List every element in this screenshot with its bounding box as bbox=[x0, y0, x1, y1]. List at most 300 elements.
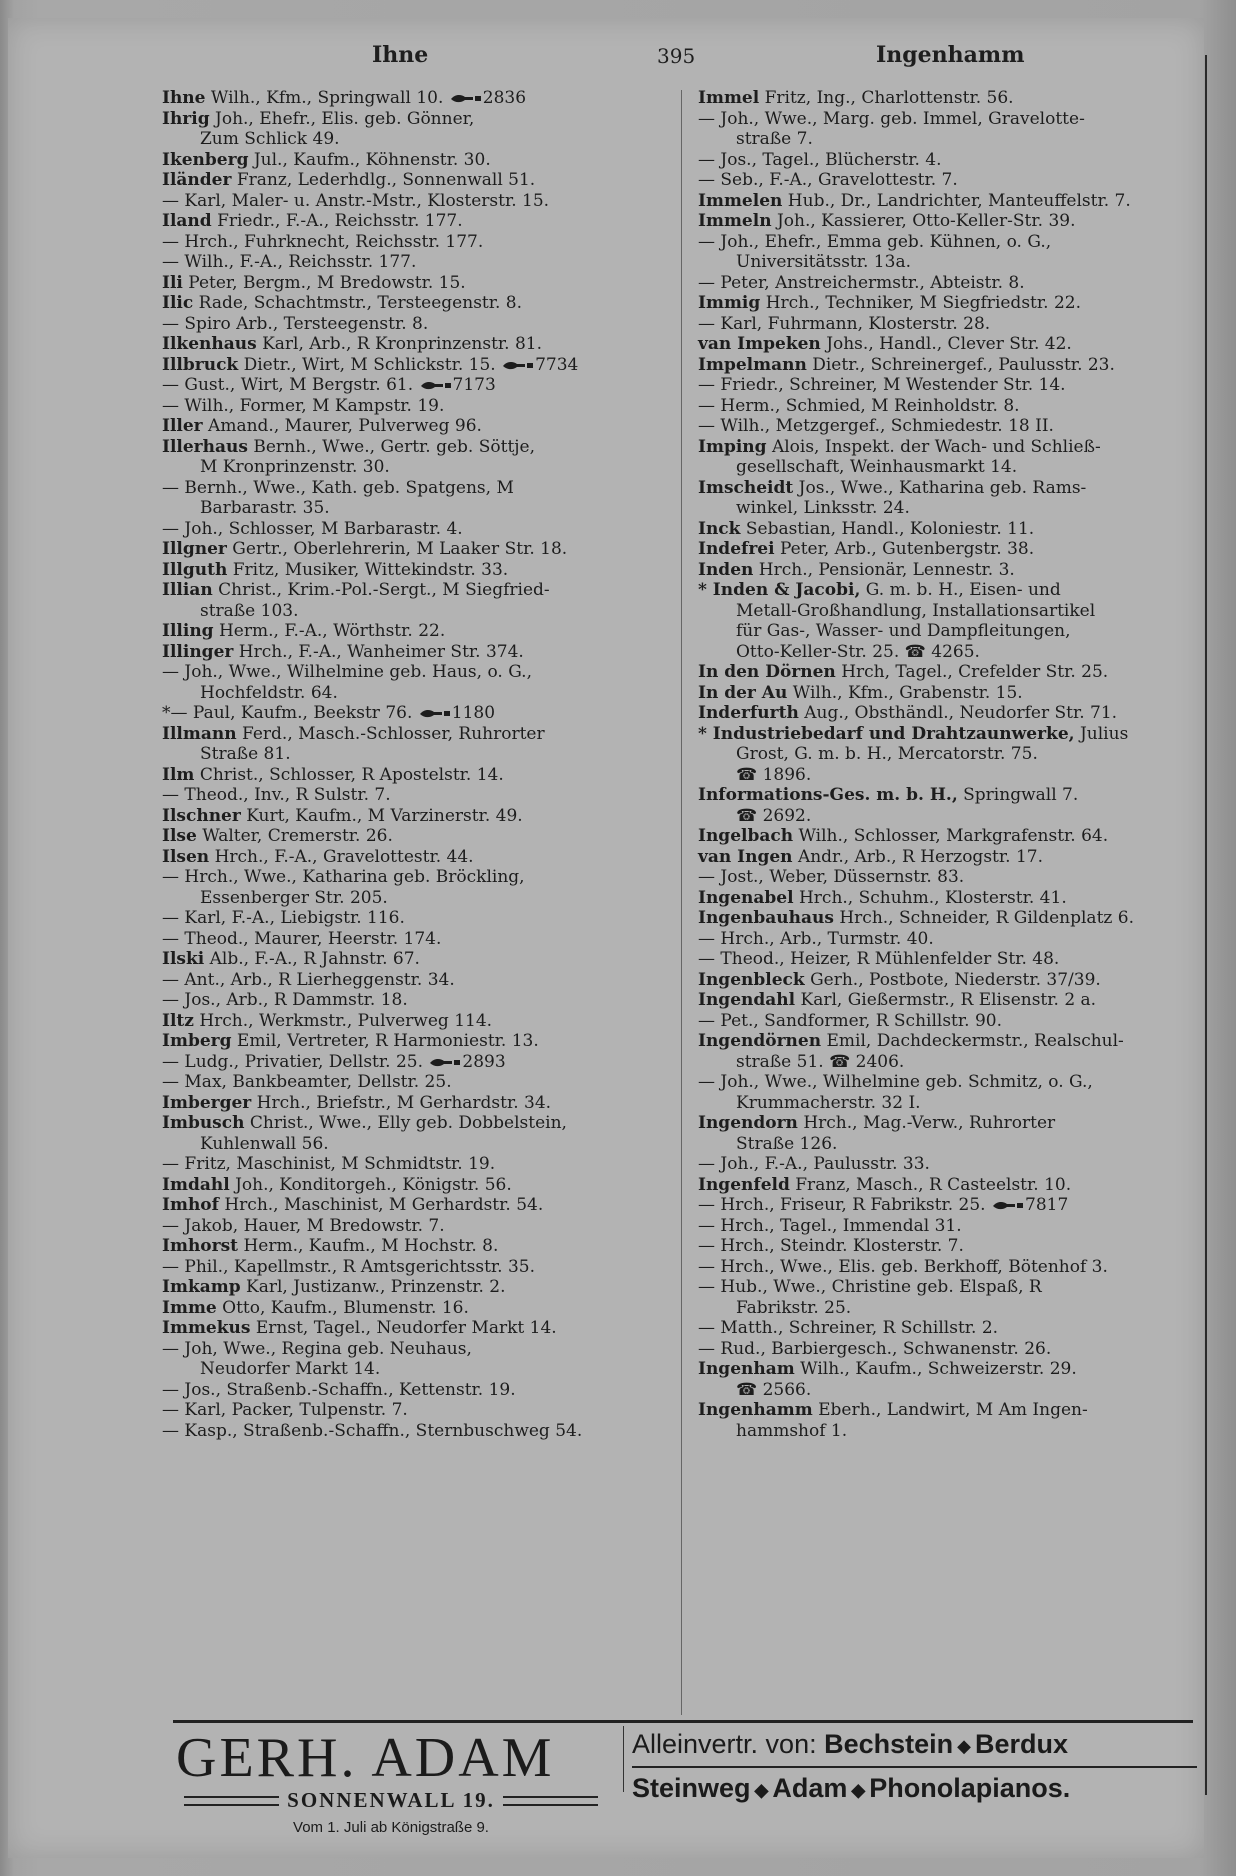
entry-continuation: winkel, Linksstr. 24. bbox=[736, 498, 910, 518]
entry-surname: Ingendahl bbox=[698, 990, 796, 1010]
entry-surname: Iltz bbox=[162, 1010, 194, 1031]
directory-entry bbox=[698, 724, 1198, 786]
directory-entry bbox=[162, 970, 662, 991]
directory-entry bbox=[162, 806, 662, 827]
telephone-icon bbox=[991, 1200, 1025, 1211]
entry-surname: Illinger bbox=[162, 641, 234, 662]
directory-entry bbox=[698, 1072, 1198, 1113]
entry-details: Dietr., Wirt, M Schlickstr. 15. bbox=[243, 354, 496, 375]
entry-details: Eberh., Landwirt, M Am Ingen- bbox=[818, 1400, 1088, 1420]
entry-details: — Pet., Sandformer, R Schillstr. 90. bbox=[698, 1010, 1002, 1031]
directory-entry bbox=[698, 170, 1198, 191]
entry-details: — Bernh., Wwe., Kath. geb. Spatgens, M bbox=[162, 477, 514, 498]
directory-entry bbox=[162, 109, 662, 150]
right-column bbox=[698, 88, 1198, 1441]
entry-surname: Illing bbox=[162, 621, 214, 641]
entry-details: Fritz, Ing., Charlottenstr. 56. bbox=[764, 88, 1014, 108]
directory-entry bbox=[162, 519, 662, 540]
entry-continuation: straße 7. bbox=[736, 129, 813, 149]
entry-phone-number: 7173 bbox=[452, 375, 496, 395]
directory-entry bbox=[698, 191, 1198, 212]
entry-continuation: Straße 126. bbox=[736, 1133, 838, 1154]
entry-surname: Imberg bbox=[162, 1031, 232, 1051]
header-left-keyword: Ihne bbox=[372, 42, 429, 68]
entry-surname: Ilschner bbox=[162, 805, 241, 826]
entry-surname: Ilkenhaus bbox=[162, 334, 257, 354]
directory-entry bbox=[698, 109, 1198, 150]
entry-surname: Ingenhamm bbox=[698, 1400, 813, 1420]
directory-entry bbox=[698, 539, 1198, 560]
entry-details: — Joh., F.-A., Paulusstr. 33. bbox=[698, 1154, 930, 1174]
diamond-separator-icon: ◆ bbox=[851, 1779, 866, 1800]
entry-surname: Ilski bbox=[162, 949, 205, 969]
directory-entry bbox=[162, 1216, 662, 1237]
directory-entry bbox=[698, 929, 1198, 950]
directory-entry bbox=[698, 1113, 1198, 1154]
entry-details: Hrch, Tagel., Crefelder Str. 25. bbox=[841, 662, 1109, 682]
entry-details: Kurt, Kaufm., M Varzinerstr. 49. bbox=[246, 805, 523, 826]
directory-entry bbox=[698, 1257, 1198, 1278]
entry-continuation: ☎ 1896. bbox=[736, 764, 812, 785]
entry-surname: Ihrig bbox=[162, 108, 210, 129]
entry-details: — Theod., Heizer, R Mühlenfelder Str. 48. bbox=[698, 949, 1060, 969]
entry-surname: Ingendörnen bbox=[698, 1031, 822, 1051]
entry-continuation: Hochfeldstr. 64. bbox=[200, 682, 338, 703]
entry-continuation: Neudorfer Markt 14. bbox=[200, 1359, 381, 1379]
entry-details: Ferd., Masch.-Schlosser, Ruhrorter bbox=[242, 723, 545, 744]
entry-details: — Karl, Maler- u. Anstr.-Mstr., Klosterstr. 15. bbox=[162, 190, 550, 211]
entry-continuation: hammshof 1. bbox=[736, 1420, 848, 1441]
entry-details: — Hub., Wwe., Christine geb. Elspaß, R bbox=[698, 1277, 1042, 1297]
entry-details: Wilh., Kfm., Grabenstr. 15. bbox=[792, 682, 1023, 703]
directory-entry bbox=[162, 396, 662, 417]
entry-details: Springwall 7. bbox=[963, 785, 1079, 805]
entry-continuation: Essenberger Str. 205. bbox=[200, 887, 388, 908]
entry-surname: Immig bbox=[698, 293, 761, 313]
entry-surname: Immekus bbox=[162, 1318, 251, 1338]
entry-details: Hrch., Schneider, R Gildenplatz 6. bbox=[839, 908, 1134, 928]
entry-details: — Joh., Wwe., Wilhelmine geb. Haus, o. G., bbox=[162, 662, 532, 682]
entry-details: — Theod., Maurer, Heerstr. 174. bbox=[162, 928, 442, 949]
entry-details: — Joh., Wwe., Marg. geb. Immel, Gravelotte- bbox=[698, 108, 1085, 129]
entry-details: — Peter, Anstreichermstr., Abteistr. 8. bbox=[698, 272, 1025, 293]
entry-details: Hrch., Pensionär, Lennestr. 3. bbox=[758, 559, 1015, 580]
advert-brands-line-2 bbox=[632, 1768, 1197, 1810]
entry-details: Joh., Konditorgeh., Königstr. 56. bbox=[235, 1174, 512, 1195]
entry-continuation: für Gas-, Wasser- und Dampfleitungen, bbox=[736, 621, 1071, 641]
entry-details: — Jos., Tagel., Blücherstr. 4. bbox=[698, 149, 942, 170]
entry-surname: Illguth bbox=[162, 559, 228, 580]
entry-details: Karl, Gießermstr., R Elisenstr. 2 a. bbox=[800, 990, 1097, 1010]
directory-entry bbox=[698, 1154, 1198, 1175]
entry-details: — Theod., Inv., R Sulstr. 7. bbox=[162, 785, 391, 805]
directory-entry bbox=[162, 1421, 662, 1442]
entry-details: Bernh., Wwe., Gertr. geb. Söttje, bbox=[253, 436, 536, 457]
directory-entry bbox=[698, 888, 1198, 909]
entry-continuation: ☎ 2566. bbox=[736, 1379, 812, 1400]
entry-details: Emil, Dachdeckermstr., Realschul- bbox=[826, 1031, 1124, 1051]
entry-details: Jos., Wwe., Katharina geb. Rams- bbox=[798, 477, 1087, 498]
entry-surname: Ingenham bbox=[698, 1359, 795, 1379]
entry-phone-number: 2836 bbox=[482, 88, 527, 108]
telephone-icon bbox=[449, 93, 483, 104]
directory-entry bbox=[162, 273, 662, 294]
entry-details: — Hrch., Friseur, R Fabrikstr. 25. bbox=[698, 1195, 986, 1215]
entry-continuation: straße 51. ☎ 2406. bbox=[736, 1051, 905, 1072]
entry-continuation: straße 103. bbox=[200, 600, 299, 621]
directory-entry bbox=[162, 355, 662, 376]
entry-surname: Iländer bbox=[162, 170, 232, 190]
directory-entry bbox=[162, 703, 662, 724]
directory-entry bbox=[698, 683, 1198, 704]
entry-details: Herm., F.-A., Wörthstr. 22. bbox=[218, 621, 446, 641]
brand-bechstein: Bechstein bbox=[824, 1729, 954, 1759]
entry-surname: Ingendorn bbox=[698, 1113, 798, 1133]
entry-continuation: Barbarastr. 35. bbox=[200, 498, 330, 518]
directory-entry bbox=[162, 929, 662, 950]
directory-entry bbox=[162, 949, 662, 970]
entry-details: Wilh., Kfm., Springwall 10. bbox=[210, 88, 444, 108]
entry-phone-number: 7734 bbox=[535, 354, 579, 375]
entry-surname: Ingenfeld bbox=[698, 1174, 790, 1195]
directory-entry bbox=[698, 273, 1198, 294]
directory-entry bbox=[162, 1093, 662, 1114]
directory-entry bbox=[698, 990, 1198, 1011]
entry-details: — Matth., Schreiner, R Schillstr. 2. bbox=[698, 1318, 999, 1338]
entry-surname: Illbruck bbox=[162, 354, 239, 375]
entry-details: — Jakob, Hauer, M Bredowstr. 7. bbox=[162, 1215, 445, 1236]
entry-details: — Karl, F.-A., Liebigstr. 116. bbox=[162, 908, 405, 928]
entry-details: Wilh., Schlosser, Markgrafenstr. 64. bbox=[798, 826, 1109, 846]
directory-entry bbox=[698, 1318, 1198, 1339]
directory-entry bbox=[162, 150, 662, 171]
directory-entry bbox=[698, 785, 1198, 826]
entry-details: Hrch., F.-A., Gravelottestr. 44. bbox=[214, 846, 474, 867]
entry-details: Hrch., F.-A., Wanheimer Str. 374. bbox=[238, 641, 524, 662]
ornamental-rule bbox=[184, 1796, 279, 1806]
entry-surname: Informations-Ges. m. b. H., bbox=[698, 785, 958, 805]
entry-details: Joh., Ehefr., Elis. geb. Gönner, bbox=[215, 108, 475, 129]
entry-details: Franz, Masch., R Casteelstr. 10. bbox=[795, 1174, 1072, 1195]
telephone-icon bbox=[418, 708, 452, 719]
entry-details: Wilh., Kaufm., Schweizerstr. 29. bbox=[800, 1359, 1077, 1379]
advert-company-name: GERH. ADAM bbox=[176, 1727, 555, 1789]
entry-details: Alb., F.-A., R Jahnstr. 67. bbox=[209, 949, 420, 969]
directory-entry bbox=[698, 478, 1198, 519]
directory-entry bbox=[162, 170, 662, 191]
entry-surname: Immeln bbox=[698, 211, 772, 231]
entry-surname: van Impeken bbox=[698, 334, 821, 354]
entry-phone-number: 2893 bbox=[462, 1051, 506, 1072]
directory-entry bbox=[698, 847, 1198, 868]
directory-entry bbox=[698, 437, 1198, 478]
directory-entry bbox=[698, 1400, 1198, 1441]
entry-surname: Imhorst bbox=[162, 1236, 239, 1256]
entry-details: — Ant., Arb., R Lierheggenstr. 34. bbox=[162, 969, 455, 990]
advert-top-rule bbox=[173, 1720, 1193, 1723]
entry-continuation: Metall-Großhandlung, Installationsartikel bbox=[736, 600, 1096, 621]
entry-details: Gerh., Postbote, Niederstr. 37/39. bbox=[810, 969, 1101, 990]
entry-details: — Herm., Schmied, M Reinholdstr. 8. bbox=[698, 395, 1020, 416]
directory-entry bbox=[162, 437, 662, 478]
entry-details: — Spiro Arb., Tersteegenstr. 8. bbox=[162, 313, 429, 334]
entry-details: — Hrch., Wwe., Elis. geb. Berkhoff, Bötenhof 3. bbox=[698, 1256, 1108, 1277]
entry-surname: Ili bbox=[162, 272, 183, 293]
directory-entry bbox=[162, 211, 662, 232]
entry-surname: Imkamp bbox=[162, 1277, 241, 1297]
entry-continuation: ☎ 2692. bbox=[736, 805, 812, 826]
brand-phonolapianos: Phonolapianos. bbox=[869, 1772, 1071, 1803]
directory-entry bbox=[162, 1318, 662, 1339]
entry-surname: Immelen bbox=[698, 190, 783, 211]
entry-details: Dietr., Schreinergef., Paulusstr. 23. bbox=[812, 354, 1115, 375]
directory-entry bbox=[698, 970, 1198, 991]
entry-details: Hrch., Techniker, M Siegfriedstr. 22. bbox=[765, 293, 1081, 313]
entry-continuation: Kuhlenwall 56. bbox=[200, 1133, 329, 1154]
entry-surname: Indefrei bbox=[698, 539, 775, 559]
entry-details: Peter, Bergm., M Bredowstr. 15. bbox=[188, 272, 466, 293]
entry-details: — Wilh., F.-A., Reichsstr. 177. bbox=[162, 252, 417, 272]
directory-entry bbox=[162, 847, 662, 868]
directory-entry bbox=[698, 293, 1198, 314]
directory-entry bbox=[162, 1154, 662, 1175]
left-column bbox=[162, 88, 662, 1441]
entry-continuation: Grost, G. m. b. H., Mercatorstr. 75. bbox=[736, 744, 1038, 764]
directory-entry bbox=[698, 211, 1198, 232]
directory-entry bbox=[162, 375, 662, 396]
directory-entry bbox=[162, 1257, 662, 1278]
directory-entry bbox=[162, 621, 662, 642]
directory-entry bbox=[162, 867, 662, 908]
entry-details: — Fritz, Maschinist, M Schmidtstr. 19. bbox=[162, 1154, 496, 1174]
directory-entry bbox=[698, 150, 1198, 171]
telephone-icon bbox=[419, 380, 453, 391]
directory-entry bbox=[698, 1031, 1198, 1072]
entry-details: Hrch., Mag.-Verw., Ruhrorter bbox=[803, 1113, 1056, 1133]
entry-details: — Hrch., Steindr. Klosterstr. 7. bbox=[698, 1236, 964, 1256]
entry-details: — Seb., F.-A., Gravelottestr. 7. bbox=[698, 170, 958, 190]
directory-entry bbox=[698, 580, 1198, 662]
entry-surname: Imping bbox=[698, 436, 767, 457]
entry-details: Franz, Lederhdlg., Sonnenwall 51. bbox=[236, 170, 536, 190]
entry-details: — Phil., Kapellmstr., R Amtsgerichtsstr. 35. bbox=[162, 1256, 536, 1277]
entry-details: — Max, Bankbeamter, Dellstr. 25. bbox=[162, 1072, 452, 1092]
entry-details: — Gust., Wirt, M Bergstr. 61. bbox=[162, 375, 414, 395]
entry-details: Ernst, Tagel., Neudorfer Markt 14. bbox=[255, 1318, 557, 1338]
entry-details: — Kasp., Straßenb.-Schaffn., Sternbuschweg 54. bbox=[162, 1420, 583, 1441]
entry-details: Emil, Vertreter, R Harmoniestr. 13. bbox=[236, 1031, 539, 1051]
brand-steinweg: Steinweg bbox=[632, 1772, 751, 1803]
entry-surname: In den Dörnen bbox=[698, 662, 836, 682]
entry-details: Herm., Kaufm., M Hochstr. 8. bbox=[243, 1236, 499, 1256]
directory-entry bbox=[698, 949, 1198, 970]
entry-details: — Joh, Wwe., Regina geb. Neuhaus, bbox=[162, 1338, 472, 1359]
entry-details: Hrch., Werkmstr., Pulverweg 114. bbox=[199, 1010, 493, 1031]
directory-entry bbox=[162, 252, 662, 273]
entry-details: Julius bbox=[1079, 723, 1129, 744]
telephone-icon bbox=[501, 360, 535, 371]
entry-details: — Jos., Straßenb.-Schaffn., Kettenstr. 19. bbox=[162, 1379, 516, 1400]
directory-entry bbox=[162, 560, 662, 581]
entry-surname: Ingenbleck bbox=[698, 969, 805, 990]
entry-details: — Joh., Wwe., Wilhelmine geb. Schmitz, o. G., bbox=[698, 1072, 1093, 1092]
entry-details: — Joh., Ehefr., Emma geb. Kühnen, o. G., bbox=[698, 231, 1052, 252]
diamond-separator-icon: ◆ bbox=[957, 1735, 971, 1756]
directory-entry bbox=[162, 1277, 662, 1298]
directory-entry bbox=[162, 1175, 662, 1196]
entry-surname: Illgner bbox=[162, 539, 227, 559]
directory-entry bbox=[698, 355, 1198, 376]
entry-continuation: Universitätsstr. 13a. bbox=[736, 252, 911, 272]
directory-entry bbox=[162, 1072, 662, 1093]
entry-surname: Imberger bbox=[162, 1092, 252, 1113]
directory-entry bbox=[698, 1277, 1198, 1318]
directory-entry bbox=[698, 416, 1198, 437]
directory-entry bbox=[698, 375, 1198, 396]
entry-details: Karl, Arb., R Kronprinzenstr. 81. bbox=[262, 334, 543, 354]
directory-entry bbox=[698, 703, 1198, 724]
directory-entry bbox=[162, 1011, 662, 1032]
entry-details: Andr., Arb., R Herzogstr. 17. bbox=[797, 846, 1043, 867]
directory-entry bbox=[162, 191, 662, 212]
entry-details: — Joh., Schlosser, M Barbarastr. 4. bbox=[162, 518, 463, 539]
entry-surname: Ingenabel bbox=[698, 887, 794, 908]
directory-entry bbox=[698, 519, 1198, 540]
entry-surname: Ingenbauhaus bbox=[698, 908, 834, 928]
entry-details: Hrch., Briefstr., M Gerhardstr. 34. bbox=[256, 1092, 552, 1113]
entry-details: — Wilh., Metzgergef., Schmiedestr. 18 II. bbox=[698, 416, 1054, 436]
directory-entry bbox=[162, 1339, 662, 1380]
entry-details: *— Paul, Kaufm., Beekstr 76. bbox=[162, 703, 413, 723]
entry-surname: Ilic bbox=[162, 293, 194, 313]
page-edge-rule bbox=[1205, 55, 1207, 1795]
entry-details: Gertr., Oberlehrerin, M Laaker Str. 18. bbox=[232, 539, 568, 559]
entry-surname: Illmann bbox=[162, 723, 237, 744]
directory-entry bbox=[162, 539, 662, 560]
directory-entry bbox=[162, 580, 662, 621]
entry-surname: Iland bbox=[162, 211, 212, 231]
entry-surname: Imhof bbox=[162, 1195, 219, 1215]
entry-details: Aug., Obsthändl., Neudorfer Str. 71. bbox=[804, 703, 1118, 723]
entry-details: Sebastian, Handl., Koloniestr. 11. bbox=[745, 518, 1035, 539]
entry-details: G. m. b. H., Eisen- und bbox=[865, 580, 1061, 600]
entry-surname: * Inden & Jacobi, bbox=[698, 580, 861, 600]
entry-details: Johs., Handl., Clever Str. 42. bbox=[826, 334, 1072, 354]
header-right-keyword: Ingenhamm bbox=[876, 42, 1025, 68]
entry-surname: In der Au bbox=[698, 682, 788, 703]
page-number: 395 bbox=[657, 44, 696, 68]
entry-details: — Hrch., Wwe., Katharina geb. Bröckling, bbox=[162, 867, 525, 887]
entry-details: — Karl, Fuhrmann, Klosterstr. 28. bbox=[698, 313, 991, 334]
entry-details: Christ., Krim.-Pol.-Sergt., M Siegfried- bbox=[218, 580, 550, 600]
entry-details: Rade, Schachtmstr., Tersteegenstr. 8. bbox=[198, 293, 523, 313]
directory-entry bbox=[162, 1052, 662, 1073]
entry-details: — Rud., Barbiergesch., Schwanenstr. 26. bbox=[698, 1338, 1052, 1359]
advert-prefix: Alleinvertr. von: bbox=[632, 1729, 817, 1759]
directory-entry bbox=[162, 990, 662, 1011]
column-divider bbox=[681, 90, 682, 1715]
directory-entry bbox=[698, 396, 1198, 417]
entry-details: — Hrch., Fuhrknecht, Reichsstr. 177. bbox=[162, 231, 484, 252]
entry-details: — Hrch., Arb., Turmstr. 40. bbox=[698, 928, 934, 949]
entry-surname: Immel bbox=[698, 88, 760, 108]
advert-address-line bbox=[176, 1788, 606, 1813]
directory-entry bbox=[698, 908, 1198, 929]
entry-details: — Karl, Packer, Tulpenstr. 7. bbox=[162, 1400, 408, 1420]
entry-continuation: gesellschaft, Weinhausmarkt 14. bbox=[736, 457, 1018, 477]
advert-brands-block bbox=[632, 1726, 1197, 1810]
entry-details: Fritz, Musiker, Wittekindstr. 33. bbox=[232, 559, 509, 580]
entry-details: — Friedr., Schreiner, M Westender Str. 14. bbox=[698, 375, 1066, 395]
directory-entry bbox=[162, 1113, 662, 1154]
ornamental-rule bbox=[503, 1796, 598, 1806]
entry-surname: Ihne bbox=[162, 88, 206, 108]
entry-details: Joh., Kassierer, Otto-Keller-Str. 39. bbox=[776, 211, 1076, 231]
brand-berdux: Berdux bbox=[975, 1729, 1069, 1759]
entry-surname: Illerhaus bbox=[162, 436, 248, 457]
brand-adam: Adam bbox=[772, 1772, 848, 1803]
entry-details: Peter, Arb., Gutenbergstr. 38. bbox=[779, 539, 1035, 559]
directory-entry bbox=[162, 765, 662, 786]
directory-entry bbox=[162, 1380, 662, 1401]
directory-entry bbox=[698, 1236, 1198, 1257]
directory-entry bbox=[162, 1236, 662, 1257]
directory-entry bbox=[162, 908, 662, 929]
directory-entry bbox=[698, 334, 1198, 355]
entry-details: Karl, Justizanw., Prinzenstr. 2. bbox=[246, 1277, 506, 1297]
entry-surname: Illian bbox=[162, 580, 213, 600]
entry-surname: Inden bbox=[698, 559, 754, 580]
entry-details: Amand., Maurer, Pulverweg 96. bbox=[208, 416, 482, 436]
directory-entry bbox=[162, 232, 662, 253]
directory-entry bbox=[162, 88, 662, 109]
directory-entry bbox=[698, 314, 1198, 335]
directory-entry bbox=[162, 416, 662, 437]
entry-surname: Imdahl bbox=[162, 1174, 230, 1195]
directory-entry bbox=[698, 1011, 1198, 1032]
directory-entry bbox=[162, 1195, 662, 1216]
directory-entry bbox=[698, 232, 1198, 273]
directory-entry bbox=[162, 314, 662, 335]
entry-continuation: Fabrikstr. 25. bbox=[736, 1297, 852, 1318]
directory-entry bbox=[162, 662, 662, 703]
entry-phone-number: 1180 bbox=[451, 703, 496, 723]
entry-surname: Impelmann bbox=[698, 354, 807, 375]
diamond-separator-icon: ◆ bbox=[754, 1779, 769, 1800]
entry-surname: Ikenberg bbox=[162, 149, 249, 170]
entry-details: Christ., Schlosser, R Apostelstr. 14. bbox=[199, 764, 504, 785]
directory-entry bbox=[162, 1031, 662, 1052]
advert-brands-line-1 bbox=[632, 1726, 1197, 1768]
directory-entry bbox=[162, 1298, 662, 1319]
entry-details: — Jos., Arb., R Dammstr. 18. bbox=[162, 990, 408, 1010]
entry-continuation: Krummacherstr. 32 I. bbox=[736, 1092, 921, 1113]
entry-details: Hrch., Schuhm., Klosterstr. 41. bbox=[798, 887, 1067, 908]
directory-entry bbox=[162, 1400, 662, 1421]
advert-divider bbox=[623, 1726, 624, 1792]
advert-move-note: Vom 1. Juli ab Königstraße 9. bbox=[293, 1819, 489, 1836]
entry-surname: Ilsen bbox=[162, 846, 210, 867]
directory-entry bbox=[162, 785, 662, 806]
directory-entry bbox=[698, 1216, 1198, 1237]
entry-details: Alois, Inspekt. der Wach- und Schließ- bbox=[771, 436, 1101, 457]
entry-continuation: Zum Schlick 49. bbox=[200, 129, 340, 149]
directory-entry bbox=[698, 1339, 1198, 1360]
directory-entry bbox=[698, 1359, 1198, 1400]
entry-details: — Jost., Weber, Düssernstr. 83. bbox=[698, 867, 965, 887]
directory-entry bbox=[162, 642, 662, 663]
entry-surname: Ilm bbox=[162, 764, 195, 785]
